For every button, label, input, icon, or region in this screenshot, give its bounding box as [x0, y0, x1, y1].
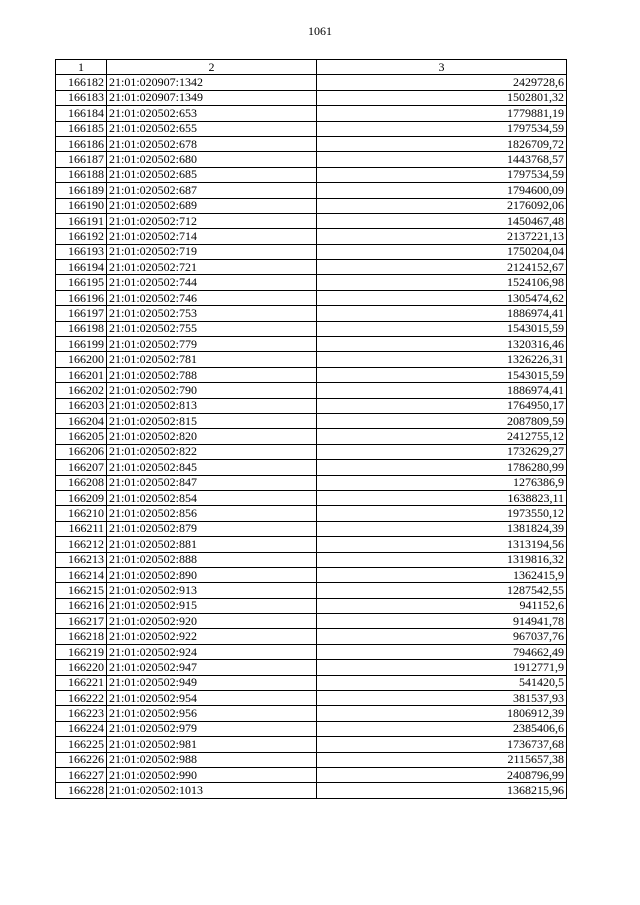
row-number-cell: 166219 — [56, 644, 107, 659]
cadastral-number-cell: 21:01:020502:920 — [107, 614, 317, 629]
table-row — [56, 321, 567, 336]
table-row — [56, 460, 567, 475]
cadastral-number-cell: 21:01:020502:879 — [107, 521, 317, 536]
row-number-cell: 166203 — [56, 398, 107, 413]
value-cell: 1326226,31 — [317, 352, 567, 367]
table-row — [56, 598, 567, 613]
row-number-cell: 166193 — [56, 244, 107, 259]
cadastral-number-cell: 21:01:020502:922 — [107, 629, 317, 644]
table-row — [56, 337, 567, 352]
table-row — [56, 352, 567, 367]
row-number-cell: 166221 — [56, 675, 107, 690]
table-row — [56, 752, 567, 767]
table-row — [56, 444, 567, 459]
value-cell: 1764950,17 — [317, 398, 567, 413]
table-row — [56, 644, 567, 659]
value-cell: 1381824,39 — [317, 521, 567, 536]
cadastral-number-cell: 21:01:020502:719 — [107, 244, 317, 259]
table-row — [56, 675, 567, 690]
value-cell: 1826709,72 — [317, 136, 567, 151]
page-number: 1061 — [308, 24, 332, 38]
cadastral-number-cell: 21:01:020502:856 — [107, 506, 317, 521]
value-cell: 381537,93 — [317, 691, 567, 706]
table-body — [56, 75, 567, 798]
row-number-cell: 166223 — [56, 706, 107, 721]
value-cell: 1886974,41 — [317, 383, 567, 398]
cadastral-number-cell: 21:01:020502:813 — [107, 398, 317, 413]
row-number-cell: 166211 — [56, 521, 107, 536]
value-cell: 967037,76 — [317, 629, 567, 644]
value-cell: 2429728,6 — [317, 75, 567, 90]
cadastral-number-cell: 21:01:020502:653 — [107, 106, 317, 121]
value-cell: 1502801,32 — [317, 90, 567, 105]
value-cell: 1797534,59 — [317, 167, 567, 182]
table-row — [56, 506, 567, 521]
value-cell: 1313194,56 — [317, 537, 567, 552]
table-row — [56, 660, 567, 675]
value-cell: 1543015,59 — [317, 321, 567, 336]
value-cell: 1736737,68 — [317, 737, 567, 752]
value-cell: 1750204,04 — [317, 244, 567, 259]
cadastral-number-cell: 21:01:020502:888 — [107, 552, 317, 567]
cadastral-number-cell: 21:01:020502:744 — [107, 275, 317, 290]
value-cell: 914941,78 — [317, 614, 567, 629]
cadastral-number-cell: 21:01:020502:890 — [107, 567, 317, 582]
value-cell: 2408796,99 — [317, 767, 567, 782]
value-cell: 794662,49 — [317, 644, 567, 659]
row-number-cell: 166195 — [56, 275, 107, 290]
cadastral-number-cell: 21:01:020502:847 — [107, 475, 317, 490]
table-row — [56, 475, 567, 490]
cadastral-number-cell: 21:01:020502:781 — [107, 352, 317, 367]
row-number-cell: 166190 — [56, 198, 107, 213]
row-number-cell: 166225 — [56, 737, 107, 752]
table-row — [56, 290, 567, 305]
cadastral-number-cell: 21:01:020502:981 — [107, 737, 317, 752]
row-number-cell: 166213 — [56, 552, 107, 567]
cadastral-number-cell: 21:01:020502:822 — [107, 444, 317, 459]
table-row — [56, 367, 567, 382]
row-number-cell: 166192 — [56, 229, 107, 244]
value-cell: 941152,6 — [317, 598, 567, 613]
cadastral-number-cell: 21:01:020502:685 — [107, 167, 317, 182]
value-cell: 1797534,59 — [317, 121, 567, 136]
value-cell: 1524106,98 — [317, 275, 567, 290]
value-cell: 2137221,13 — [317, 229, 567, 244]
table-row — [56, 275, 567, 290]
data-table — [55, 59, 567, 799]
row-number-cell: 166189 — [56, 183, 107, 198]
cadastral-number-cell: 21:01:020502:678 — [107, 136, 317, 151]
cadastral-number-cell: 21:01:020502:924 — [107, 644, 317, 659]
table-row — [56, 552, 567, 567]
row-number-cell: 166185 — [56, 121, 107, 136]
row-number-cell: 166210 — [56, 506, 107, 521]
value-cell: 1543015,59 — [317, 367, 567, 382]
cadastral-number-cell: 21:01:020502:1013 — [107, 783, 317, 798]
table-row — [56, 198, 567, 213]
cadastral-number-cell: 21:01:020502:979 — [107, 721, 317, 736]
row-number-cell: 166199 — [56, 337, 107, 352]
row-number-cell: 166206 — [56, 444, 107, 459]
table-row — [56, 490, 567, 505]
value-cell: 2115657,38 — [317, 752, 567, 767]
cadastral-number-cell: 21:01:020502:721 — [107, 260, 317, 275]
row-number-cell: 166222 — [56, 691, 107, 706]
table-row — [56, 614, 567, 629]
row-number-cell: 166191 — [56, 213, 107, 228]
row-number-cell: 166187 — [56, 152, 107, 167]
table-row — [56, 398, 567, 413]
value-cell: 1732629,27 — [317, 444, 567, 459]
cadastral-number-cell: 21:01:020502:746 — [107, 290, 317, 305]
value-cell: 1794600,09 — [317, 183, 567, 198]
value-cell: 2385406,6 — [317, 721, 567, 736]
row-number-cell: 166214 — [56, 567, 107, 582]
cadastral-number-cell: 21:01:020502:753 — [107, 306, 317, 321]
value-cell: 2412755,12 — [317, 429, 567, 444]
column-header-2: 2 — [107, 60, 317, 75]
cadastral-number-cell: 21:01:020502:714 — [107, 229, 317, 244]
row-number-cell: 166202 — [56, 383, 107, 398]
table-row — [56, 244, 567, 259]
row-number-cell: 166220 — [56, 660, 107, 675]
cadastral-number-cell: 21:01:020502:687 — [107, 183, 317, 198]
row-number-cell: 166188 — [56, 167, 107, 182]
cadastral-number-cell: 21:01:020502:954 — [107, 691, 317, 706]
row-number-cell: 166215 — [56, 583, 107, 598]
value-cell: 2176092,06 — [317, 198, 567, 213]
cadastral-number-cell: 21:01:020502:956 — [107, 706, 317, 721]
table-row — [56, 383, 567, 398]
value-cell: 2124152,67 — [317, 260, 567, 275]
table-row — [56, 229, 567, 244]
column-header-3: 3 — [317, 60, 567, 75]
table-row — [56, 90, 567, 105]
table-row — [56, 783, 567, 798]
cadastral-number-cell: 21:01:020502:949 — [107, 675, 317, 690]
value-cell: 1368215,96 — [317, 783, 567, 798]
row-number-cell: 166198 — [56, 321, 107, 336]
table-row — [56, 537, 567, 552]
row-number-cell: 166197 — [56, 306, 107, 321]
value-cell: 1886974,41 — [317, 306, 567, 321]
table-row — [56, 429, 567, 444]
cadastral-number-cell: 21:01:020502:820 — [107, 429, 317, 444]
table-row — [56, 75, 567, 90]
table-row — [56, 183, 567, 198]
table-row — [56, 152, 567, 167]
value-cell: 1786280,99 — [317, 460, 567, 475]
value-cell: 1319816,32 — [317, 552, 567, 567]
cadastral-number-cell: 21:01:020502:755 — [107, 321, 317, 336]
row-number-cell: 166227 — [56, 767, 107, 782]
row-number-cell: 166212 — [56, 537, 107, 552]
value-cell: 1276386,9 — [317, 475, 567, 490]
table-row — [56, 721, 567, 736]
table-row — [56, 706, 567, 721]
table-header-row — [56, 60, 567, 75]
table-row — [56, 306, 567, 321]
cadastral-number-cell: 21:01:020907:1349 — [107, 90, 317, 105]
cadastral-number-cell: 21:01:020502:788 — [107, 367, 317, 382]
row-number-cell: 166201 — [56, 367, 107, 382]
row-number-cell: 166182 — [56, 75, 107, 90]
row-number-cell: 166216 — [56, 598, 107, 613]
cadastral-number-cell: 21:01:020502:913 — [107, 583, 317, 598]
cadastral-number-cell: 21:01:020502:988 — [107, 752, 317, 767]
table-row — [56, 737, 567, 752]
row-number-cell: 166218 — [56, 629, 107, 644]
table-row — [56, 136, 567, 151]
row-number-cell: 166200 — [56, 352, 107, 367]
cadastral-number-cell: 21:01:020502:680 — [107, 152, 317, 167]
table-row — [56, 521, 567, 536]
row-number-cell: 166184 — [56, 106, 107, 121]
value-cell: 1287542,55 — [317, 583, 567, 598]
value-cell: 1779881,19 — [317, 106, 567, 121]
cadastral-number-cell: 21:01:020502:779 — [107, 337, 317, 352]
table-row — [56, 583, 567, 598]
table-row — [56, 691, 567, 706]
cadastral-number-cell: 21:01:020502:712 — [107, 213, 317, 228]
value-cell: 1638823,11 — [317, 490, 567, 505]
cadastral-number-cell: 21:01:020502:881 — [107, 537, 317, 552]
row-number-cell: 166207 — [56, 460, 107, 475]
table-row — [56, 260, 567, 275]
row-number-cell: 166186 — [56, 136, 107, 151]
row-number-cell: 166228 — [56, 783, 107, 798]
cadastral-number-cell: 21:01:020502:947 — [107, 660, 317, 675]
row-number-cell: 166196 — [56, 290, 107, 305]
cadastral-number-cell: 21:01:020502:790 — [107, 383, 317, 398]
cadastral-number-cell: 21:01:020502:655 — [107, 121, 317, 136]
cadastral-number-cell: 21:01:020907:1342 — [107, 75, 317, 90]
table-row — [56, 767, 567, 782]
row-number-cell: 166183 — [56, 90, 107, 105]
row-number-cell: 166194 — [56, 260, 107, 275]
table-row — [56, 629, 567, 644]
row-number-cell: 166209 — [56, 490, 107, 505]
column-header-1: 1 — [56, 60, 107, 75]
cadastral-number-cell: 21:01:020502:854 — [107, 490, 317, 505]
row-number-cell: 166205 — [56, 429, 107, 444]
table-row — [56, 567, 567, 582]
row-number-cell: 166217 — [56, 614, 107, 629]
cadastral-number-cell: 21:01:020502:845 — [107, 460, 317, 475]
table-row — [56, 213, 567, 228]
row-number-cell: 166204 — [56, 413, 107, 428]
cadastral-number-cell: 21:01:020502:689 — [107, 198, 317, 213]
value-cell: 1973550,12 — [317, 506, 567, 521]
value-cell: 1305474,62 — [317, 290, 567, 305]
cadastral-number-cell: 21:01:020502:990 — [107, 767, 317, 782]
table-row — [56, 413, 567, 428]
cadastral-number-cell: 21:01:020502:915 — [107, 598, 317, 613]
row-number-cell: 166208 — [56, 475, 107, 490]
table-row — [56, 167, 567, 182]
value-cell: 1912771,9 — [317, 660, 567, 675]
table-row — [56, 106, 567, 121]
value-cell: 1443768,57 — [317, 152, 567, 167]
cadastral-number-cell: 21:01:020502:815 — [107, 413, 317, 428]
value-cell: 1362415,9 — [317, 567, 567, 582]
value-cell: 2087809,59 — [317, 413, 567, 428]
row-number-cell: 166226 — [56, 752, 107, 767]
value-cell: 1806912,39 — [317, 706, 567, 721]
value-cell: 541420,5 — [317, 675, 567, 690]
table-row — [56, 121, 567, 136]
value-cell: 1450467,48 — [317, 213, 567, 228]
value-cell: 1320316,46 — [317, 337, 567, 352]
row-number-cell: 166224 — [56, 721, 107, 736]
